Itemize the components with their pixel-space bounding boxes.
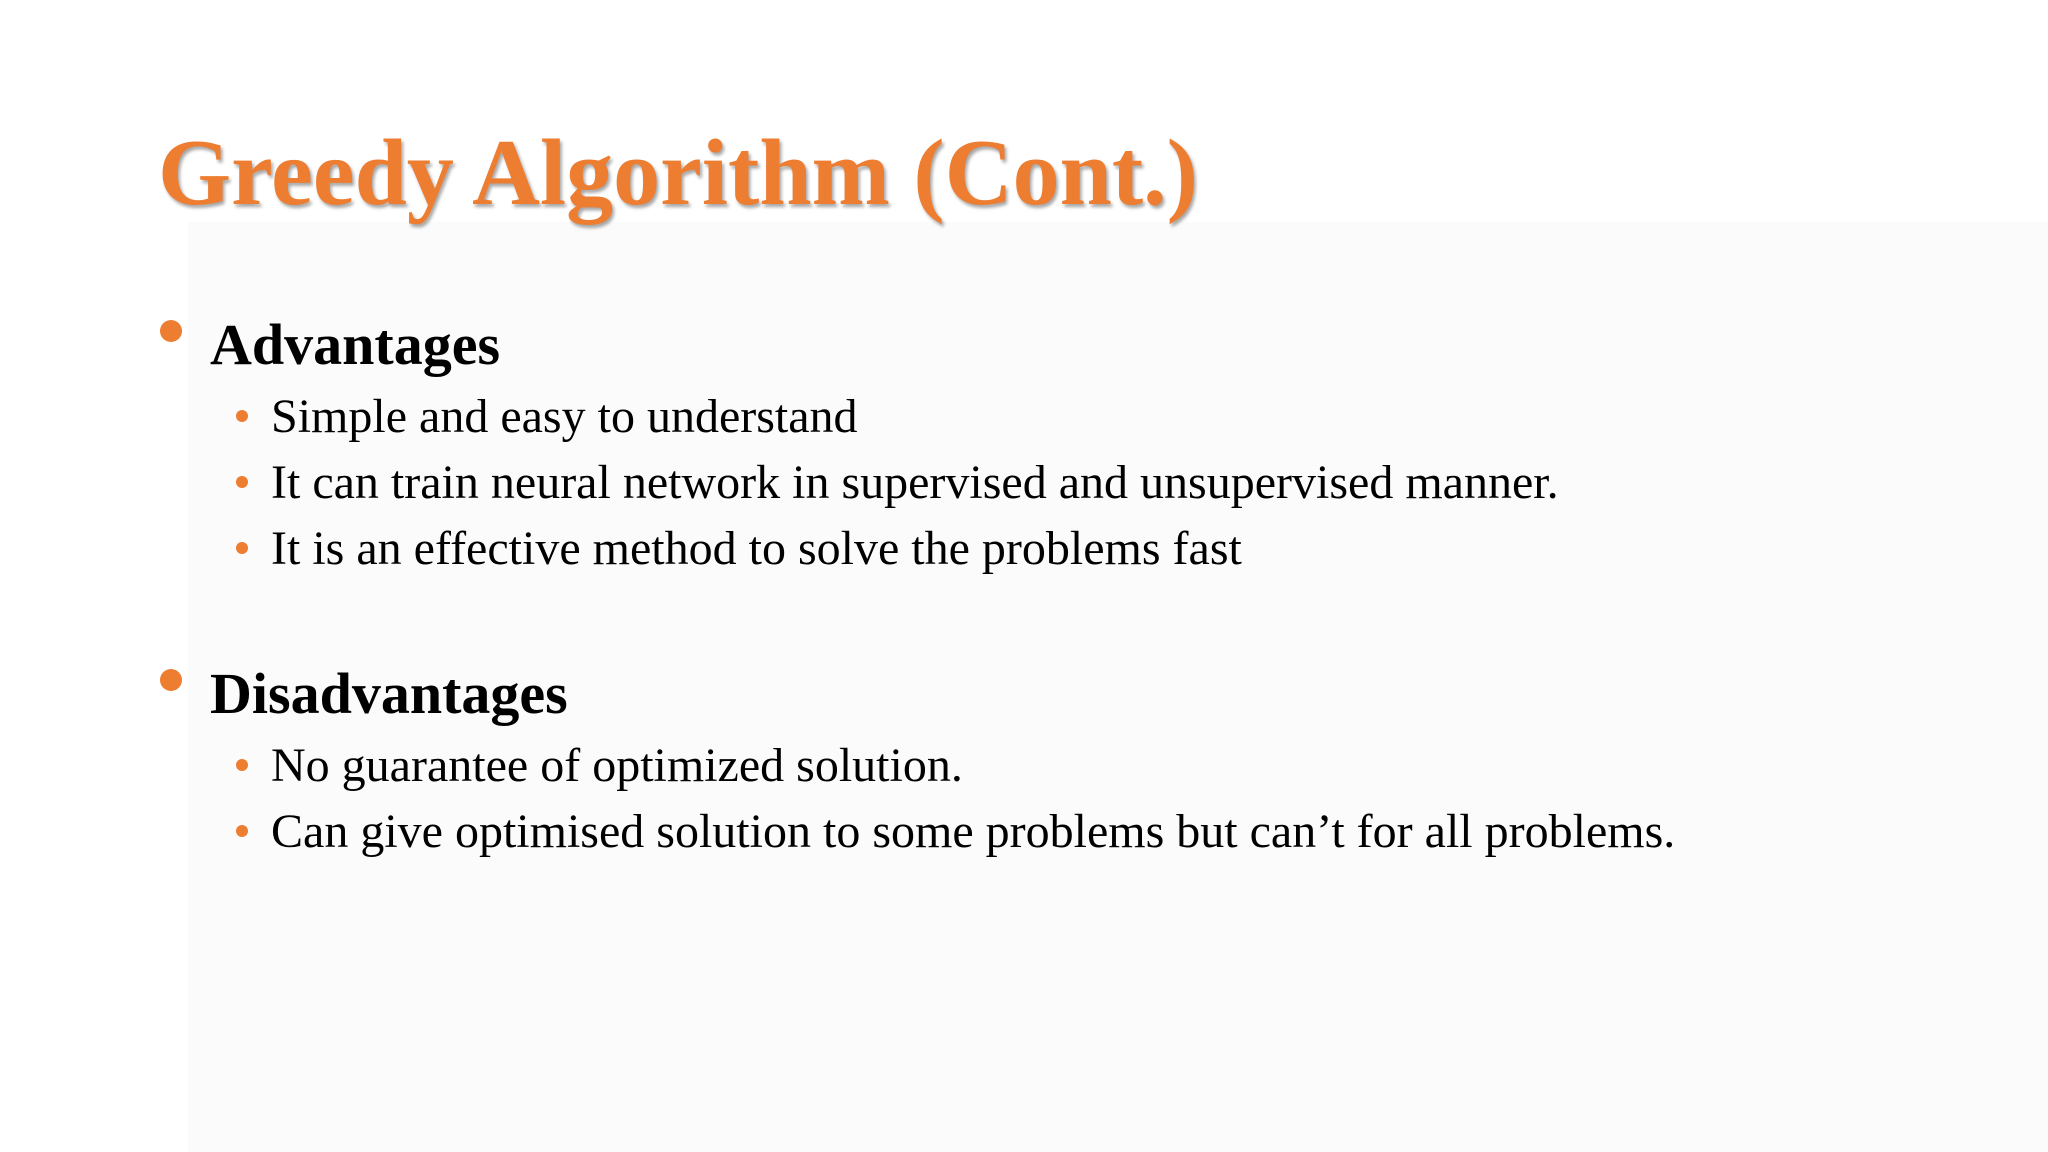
list-item xyxy=(0,801,2048,863)
bullet-icon xyxy=(160,669,182,691)
disadvantages-heading: Disadvantages xyxy=(210,661,568,726)
bullet-icon xyxy=(236,542,248,554)
list-item-text: It can train neural network in supervised and unsupervised manner. xyxy=(271,456,1559,509)
list-item xyxy=(0,386,2048,448)
list-item xyxy=(0,452,2048,514)
disadvantages-heading-row xyxy=(0,659,2048,731)
bullet-icon xyxy=(236,825,248,837)
bullet-icon xyxy=(160,320,182,342)
slide-title: Greedy Algorithm (Cont.) xyxy=(158,121,1198,225)
list-item-text: Can give optimised solution to some problems but can’t for all problems. xyxy=(271,805,1676,858)
advantages-heading-row xyxy=(0,310,2048,382)
bullet-icon xyxy=(236,410,248,422)
list-item-text: No guarantee of optimized solution. xyxy=(271,739,963,792)
list-item xyxy=(0,518,2048,580)
bullet-icon xyxy=(236,476,248,488)
list-item-text: It is an effective method to solve the problems fast xyxy=(271,522,1242,575)
advantages-heading: Advantages xyxy=(210,312,501,377)
list-item-text: Simple and easy to understand xyxy=(271,390,858,443)
list-item xyxy=(0,735,2048,797)
bullet-icon xyxy=(236,759,248,771)
